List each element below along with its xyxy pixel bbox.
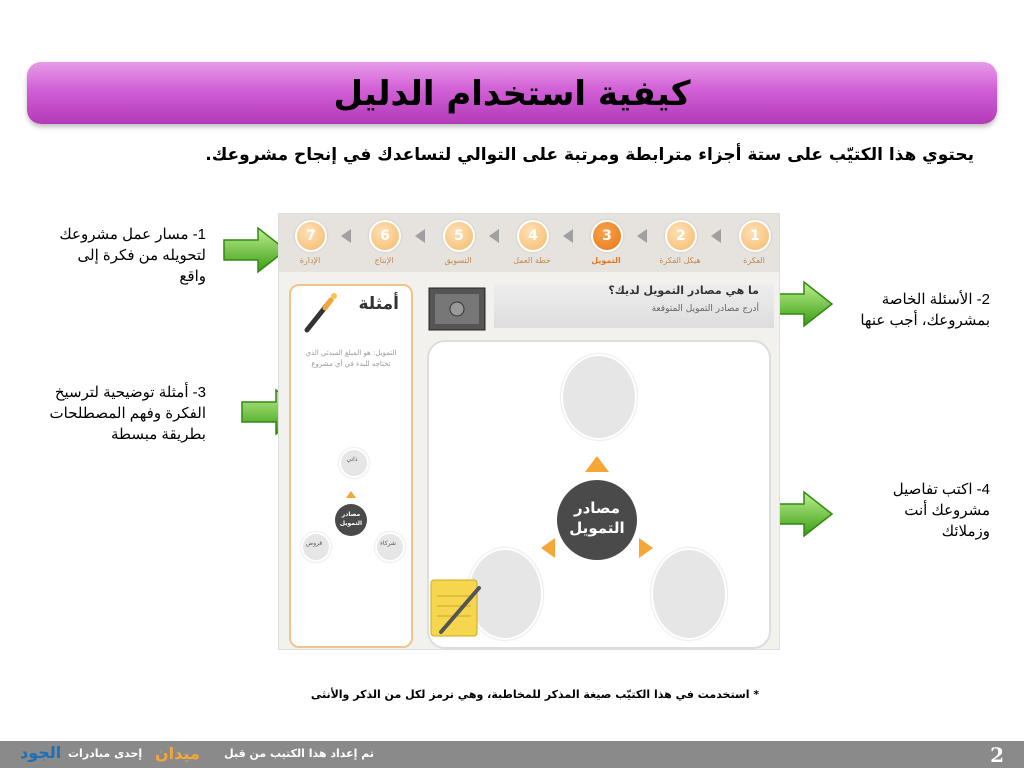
question-title: ما هي مصادر التمويل لديك؟ — [608, 284, 759, 297]
arrow-left-icon — [637, 229, 647, 243]
example-node — [339, 448, 369, 478]
footer-bar — [0, 741, 1024, 768]
step-2: 2 — [665, 220, 697, 252]
arrow-left-icon — [341, 229, 351, 243]
footnote: * استخدمت في هذا الكتيّب صيغة المذكر للمخاطبة، وهي ترمز لكل من الذكر والأنثى — [310, 688, 760, 701]
initiative-logo: الجود — [20, 743, 62, 762]
callout-2: 2- الأسئلة الخاصة بمشروعك، أجب عنها — [860, 291, 990, 329]
step-label: التسويق — [444, 256, 472, 265]
example-node — [301, 532, 331, 562]
arrow-up-icon — [346, 491, 356, 498]
arrow-left-icon — [541, 538, 555, 558]
brand-logo: ميدان — [155, 744, 200, 763]
arrow-left-icon — [415, 229, 425, 243]
step-6: 6 — [369, 220, 401, 252]
callout-3: 3- أمثلة توضيحية لترسيخ الفكرة وفهم المصطلحات بطريقة مبسطة — [49, 384, 206, 443]
step-7: 7 — [295, 220, 327, 252]
callout-4: 4- اكتب تفاصيل مشروعك أنت وزملائك — [892, 481, 990, 540]
example-node-label: قروض — [305, 540, 323, 547]
step-label: الإدارة — [299, 256, 321, 265]
footer-text-credits: تم إعداد هذا الكتيب من قبل — [224, 747, 374, 760]
step-label: التمويل — [591, 256, 621, 265]
booklet-page-preview — [278, 213, 780, 650]
arrow-up-icon — [585, 456, 609, 472]
diagram-center: مصادر التمويل — [557, 480, 637, 560]
footer-text-initiative: إحدى مبادرات — [68, 747, 143, 760]
example-node-label: ذاتي — [346, 456, 358, 463]
diagram-node — [651, 548, 727, 640]
examples-text: التمويل: هو المبلغ المبدئي الذي تحتاجه للبدء في أي مشروع — [305, 349, 397, 368]
step-label: خطة العمل — [513, 256, 551, 265]
step-3: 3 — [591, 220, 623, 252]
intro-text: يحتوي هذا الكتيّب على ستة أجزاء مترابطة ومرتبة على التوالي لتساعدك في إنجاح مشروعك. — [205, 145, 974, 165]
step-navigation — [279, 214, 779, 272]
step-label: هيكل الفكرة — [659, 256, 701, 265]
page-title: كيفية استخدام الدليل — [333, 74, 691, 114]
diagram-node — [561, 354, 637, 440]
callout-1: 1- مسار عمل مشروعك لتحويله من فكرة إلى واقع — [59, 226, 206, 285]
magic-wand-icon — [301, 290, 341, 336]
safe-icon — [427, 286, 489, 332]
step-5: 5 — [443, 220, 475, 252]
step-4: 4 — [517, 220, 549, 252]
arrow-left-icon — [489, 229, 499, 243]
question-subtitle: أدرج مصادر التمويل المتوقعة — [651, 304, 759, 314]
notepad-icon — [427, 574, 485, 640]
example-center: مصادر التمويل — [335, 504, 367, 536]
page-number: 2 — [990, 743, 1004, 767]
step-1: 1 — [739, 220, 771, 252]
step-label: الإنتاج — [374, 256, 394, 265]
arrow-left-icon — [711, 229, 721, 243]
arrow-right-icon — [639, 538, 653, 558]
examples-panel — [289, 284, 413, 648]
examples-title: أمثلة — [358, 294, 399, 314]
step-label: الفكرة — [743, 256, 765, 265]
example-node-label: شركاء — [380, 540, 396, 547]
arrow-left-icon — [563, 229, 573, 243]
example-node — [375, 532, 405, 562]
